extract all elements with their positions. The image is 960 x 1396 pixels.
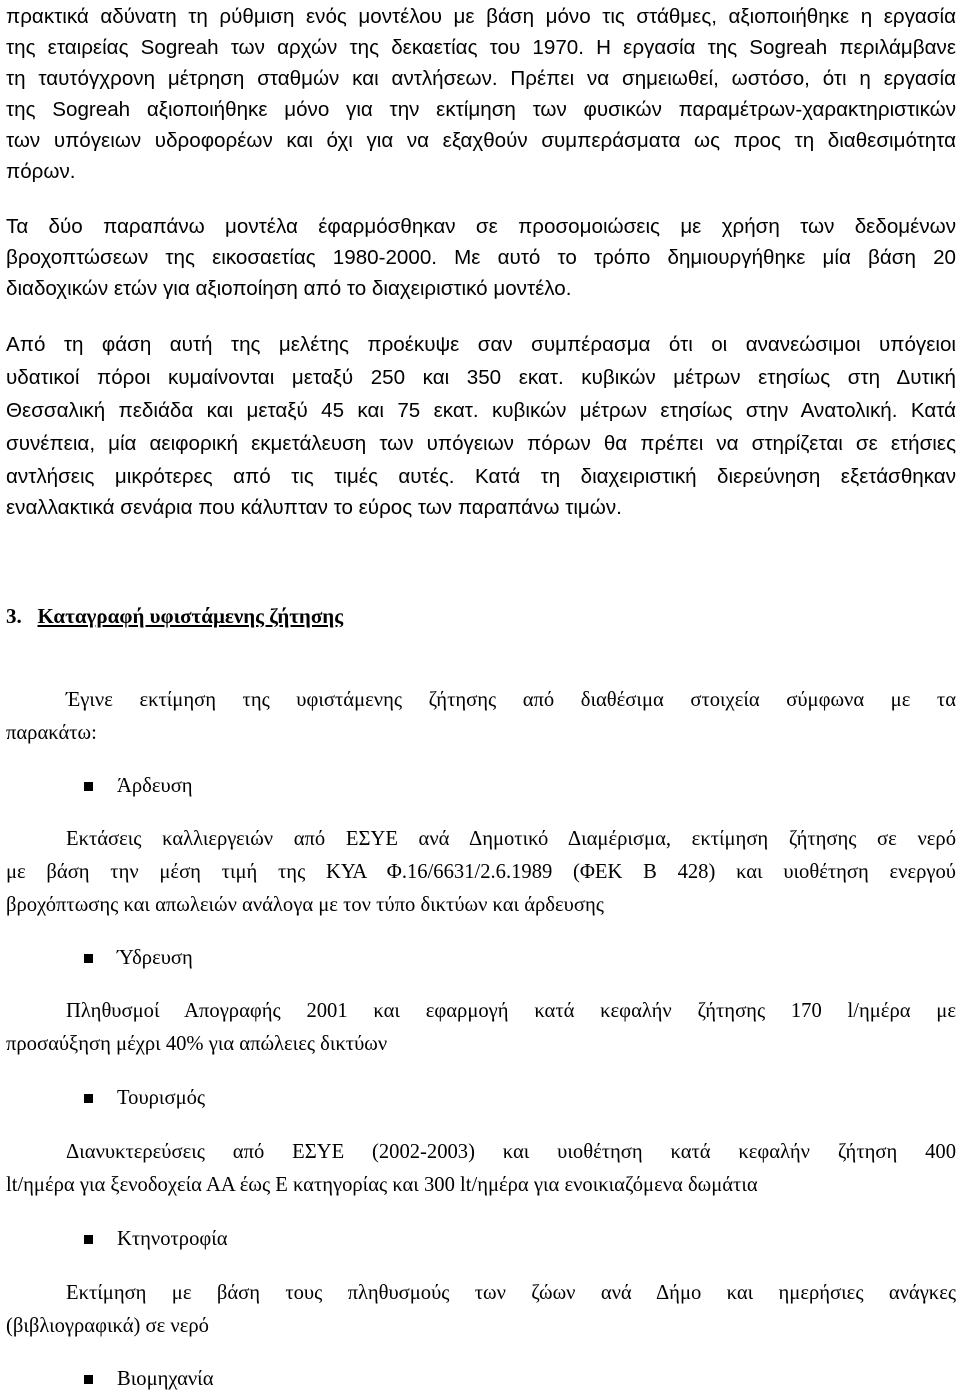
irrigation-line-2: με βάση την μέση τιμή της ΚΥΑ Φ.16/6631/2.6.1989 (ΦΕΚ Β 428) και υιοθέτηση ενεργού <box>6 861 956 883</box>
tourism-line-2: lt/ημέρα για ξενοδοχεία ΑΑ έως Ε κατηγορίας και 300 lt/ημέρα για ενοικιαζόμενα δωμάτια <box>6 1174 758 1196</box>
list-item-title: Κτηνοτροφία <box>117 1228 228 1250</box>
intro-line-2: παρακάτω: <box>6 722 97 744</box>
livestock-line-2: (βιβλιογραφικά) σε νερό <box>6 1315 209 1337</box>
list-item-irrigation <box>84 771 193 801</box>
paragraph-2-line-3: διαδοχικών ετών για αξιοποίηση από το διαχειριστικό μοντέλο. <box>6 277 572 300</box>
list-item-tourism <box>84 1083 205 1113</box>
irrigation-line-1-text: Εκτάσεις καλλιεργειών από ΕΣΥΕ ανά Δημοτικό Διαμέρισμα, εκτίμηση ζήτησης σε νερό <box>66 828 956 850</box>
paragraph-3-line-2: υδατικοί πόροι κυμαίνονται μεταξύ 250 και 350 εκατ. κυβικών μέτρων ετησίως στη Δυτική <box>6 366 956 389</box>
paragraph-1-line-6: πόρων. <box>6 160 76 183</box>
paragraph-2-line-2: βροχοπτώσεων της εικοσαετίας 1980-2000. Με αυτό το τρόπο δημιουργήθηκε μία βάση 20 <box>6 246 956 269</box>
tourism-line-1 <box>6 1137 956 1167</box>
paragraph-3-line-3: Θεσσαλική πεδιάδα και μεταξύ 45 και 75 εκατ. κυβικών μέτρων ετησίως στην Ανατολική. Κατά <box>6 399 956 422</box>
list-item-livestock <box>84 1224 228 1254</box>
paragraph-3-line-5: αντλήσεις μικρότερες από τις τιμές αυτές. Κατά τη διαχειριστική διερεύνηση εξετάσθηκαν <box>6 465 956 488</box>
list-item-title: Άρδευση <box>117 775 193 797</box>
section-title: Καταγραφή υφιστάμενης ζήτησης <box>37 604 344 628</box>
list-item-title: Ύδρευση <box>117 947 193 969</box>
intro-line-1-text: Έγινε εκτίμηση της υφιστάμενης ζήτησης από διαθέσιμα στοιχεία σύμφωνα με τα <box>66 689 956 711</box>
paragraph-2-line-1: Τα δύο παραπάνω μοντέλα έφαρμόσθηκαν σε προσομοιώσεις με χρήση των δεδομένων <box>6 215 956 238</box>
list-item-water-supply <box>84 943 193 973</box>
section-heading <box>6 601 956 631</box>
intro-line-1 <box>6 685 956 715</box>
square-bullet-icon <box>84 1375 93 1384</box>
irrigation-line-1 <box>6 824 956 854</box>
square-bullet-icon <box>84 954 93 963</box>
square-bullet-icon <box>84 1235 93 1244</box>
water-supply-line-1 <box>6 996 956 1026</box>
list-item-title: Βιομηχανία <box>117 1368 214 1390</box>
paragraph-3-line-6: εναλλακτικά σενάρια που κάλυπταν το εύρος των παραπάνω τιμών. <box>6 496 622 519</box>
water-supply-line-2: προσαύξηση μέχρι 40% για απώλειες δικτύων <box>6 1033 388 1055</box>
irrigation-line-3: βροχόπτωσης και απωλειών ανάλογα με τον τύπο δικτύων και άρδευσης <box>6 894 604 916</box>
paragraph-1-line-2: της εταιρείας Sogreah των αρχών της δεκαετίας του 1970. Η εργασία της Sogreah περιλάμβανε <box>6 36 956 59</box>
tourism-line-1-text: Διανυκτερεύσεις από ΕΣΥΕ (2002-2003) και υιοθέτηση κατά κεφαλήν ζήτηση 400 <box>66 1141 956 1163</box>
paragraph-3-line-4: συνέπεια, μία αειφορική εκμετάλευση των υπόγειων πόρων θα πρέπει να στηρίζεται σε ετήσιες <box>6 432 956 455</box>
water-supply-line-1-text: Πληθυσμοί Απογραφής 2001 και εφαρμογή κατά κεφαλήν ζήτησης 170 l/ημέρα με <box>66 1000 956 1022</box>
square-bullet-icon <box>84 1094 93 1103</box>
paragraph-3-line-1: Από τη φάση αυτή της μελέτης προέκυψε σαν συμπέρασμα ότι οι ανανεώσιμοι υπόγειοι <box>6 333 956 356</box>
paragraph-1-line-3: τη ταυτόγχρονη μέτρηση σταθμών και αντλήσεων. Πρέπει να σημειωθεί, ωστόσο, ότι η εργασία <box>6 67 956 90</box>
paragraph-1-line-5: των υπόγειων υδροφορέων και όχι για να εξαχθούν συμπεράσματα ως προς τη διαθεσιμότητα <box>6 129 956 152</box>
square-bullet-icon <box>84 782 93 791</box>
list-item-industry <box>84 1364 214 1394</box>
livestock-line-1-text: Εκτίμηση με βάση τους πληθυσμούς των ζώων ανά Δήμο και ημερήσιες ανάγκες <box>66 1282 956 1304</box>
section-number: 3. <box>6 604 22 628</box>
livestock-line-1 <box>6 1278 956 1308</box>
list-item-title: Τουρισμός <box>117 1087 206 1109</box>
paragraph-1-line-4: της Sogreah αξιοποιήθηκε μόνο για την εκτίμηση των φυσικών παραμέτρων-χαρακτηριστικών <box>6 98 956 121</box>
paragraph-1-line-1: πρακτικά αδύνατη τη ρύθμιση ενός μοντέλου με βάση μόνο τις στάθμες, αξιοποιήθηκε η εργασία <box>6 5 956 28</box>
